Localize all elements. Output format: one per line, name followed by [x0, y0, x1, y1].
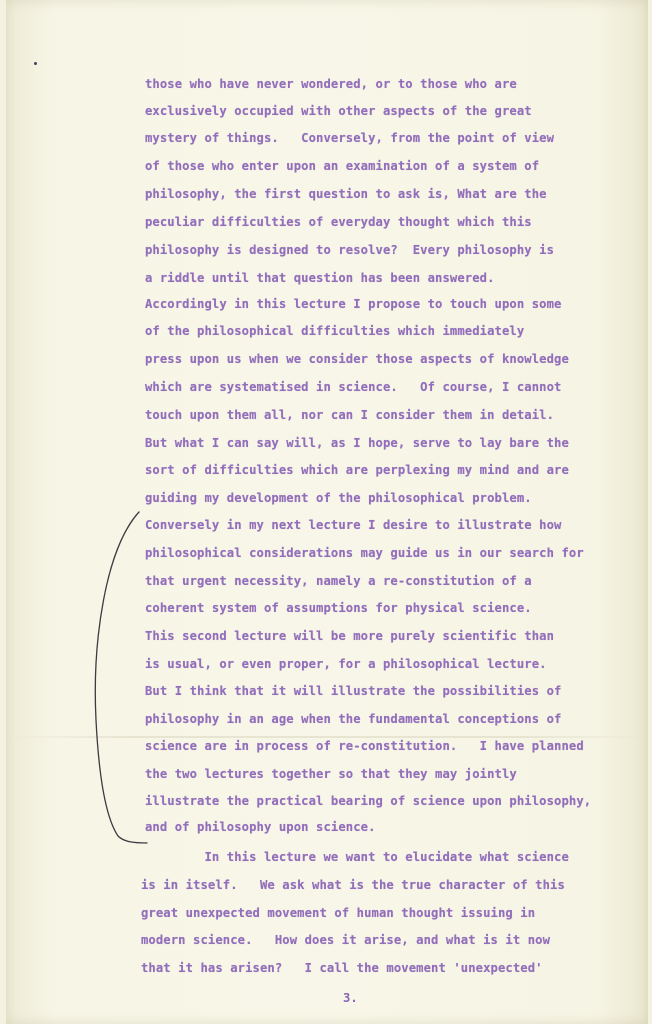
text-line: and of philosophy upon science. [145, 820, 376, 834]
text-line: touch upon them all, nor can I consider them in detail. [145, 408, 555, 422]
text-line: great unexpected movement of human thought issuing in [141, 906, 536, 920]
text-line: In this lecture we want to elucidate what science [145, 850, 569, 864]
text-line: of the philosophical difficulties which immediately [145, 324, 525, 338]
text-line: which are systematised in science. Of course, I cannot [145, 380, 562, 394]
text-line: science are in process of re-constitution. I have planned [145, 739, 584, 753]
text-line: Conversely in my next lecture I desire to illustrate how [145, 518, 562, 532]
text-line: coherent system of assumptions for physical science. [145, 601, 532, 615]
ink-speck [34, 62, 37, 65]
text-line: Accordingly in this lecture I propose to touch upon some [145, 297, 562, 311]
text-line: that it has arisen? I call the movement 'unexpected' [141, 961, 543, 975]
text-line: those who have never wondered, or to those who are [145, 77, 517, 91]
text-line: philosophical considerations may guide us in our search for [145, 546, 584, 560]
text-line: of those who enter upon an examination of a system of [145, 159, 540, 173]
text-line: exclusively occupied with other aspects of the great [145, 104, 532, 118]
text-line: sort of difficulties which are perplexing my mind and are [145, 463, 569, 477]
text-line: the two lectures together so that they may jointly [145, 767, 517, 781]
text-line: peculiar difficulties of everyday thought which this [145, 215, 532, 229]
paper-sheet [6, 0, 648, 1024]
text-line: is usual, or even proper, for a philosophical lecture. [145, 657, 547, 671]
text-line: guiding my development of the philosophical problem. [145, 491, 532, 505]
text-line: a riddle until that question has been answered. [145, 271, 495, 285]
text-line: philosophy in an age when the fundamental conceptions of [145, 712, 562, 726]
text-line: But what I can say will, as I hope, serve to lay bare the [145, 436, 569, 450]
text-line: But I think that it will illustrate the possibilities of [145, 684, 562, 698]
page-number: 3. [343, 991, 358, 1005]
text-line: mystery of things. Conversely, from the point of view [145, 131, 555, 145]
text-line: This second lecture will be more purely scientific than [145, 629, 555, 643]
text-line: illustrate the practical bearing of science upon philosophy, [145, 794, 592, 808]
text-line: is in itself. We ask what is the true character of this [141, 878, 565, 892]
text-line: that urgent necessity, namely a re-constitution of a [145, 574, 532, 588]
text-line: modern science. How does it arise, and what is it now [141, 933, 551, 947]
text-line: press upon us when we consider those aspects of knowledge [145, 352, 569, 366]
text-line: philosophy is designed to resolve? Every philosophy is [145, 243, 555, 257]
paper-fold [6, 736, 648, 738]
text-line: philosophy, the first question to ask is, What are the [145, 187, 547, 201]
